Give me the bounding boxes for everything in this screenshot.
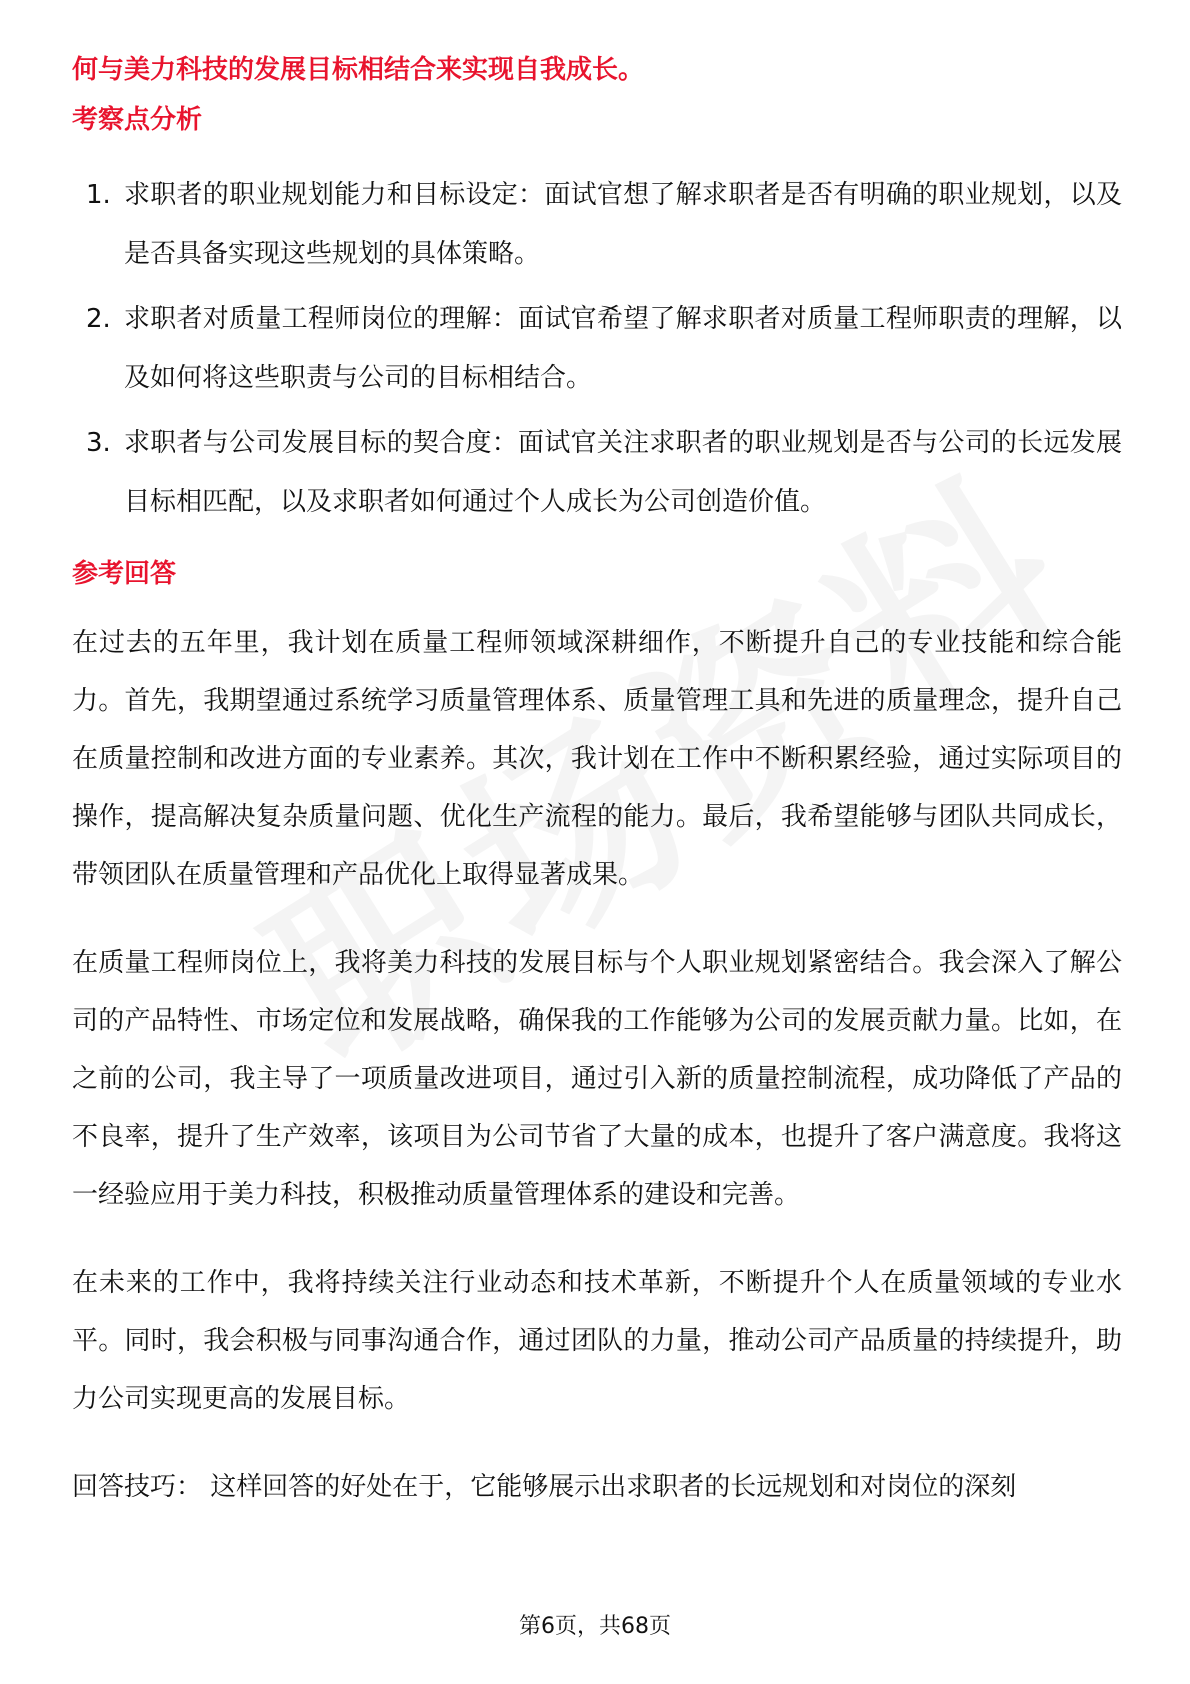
answer-tips-paragraph: 回答技巧： 这样回答的好处在于，它能够展示出求职者的长远规划和对岗位的深刻 — [72, 1472, 1017, 1502]
page-number-footer: 第6页，共68页 — [519, 1614, 671, 1639]
list-item-text: 求职者的职业规划能力和目标设定：面试官想了解求职者是否有明确的职业规划，以及是否具备实现这些规划的具体策略。 — [124, 180, 1122, 269]
section-title-reference-answer: 参考回答 — [72, 559, 177, 589]
list-item — [72, 166, 1122, 284]
list-item — [72, 290, 1122, 408]
analysis-list — [72, 166, 1122, 532]
section-title-analysis: 考察点分析 — [72, 105, 203, 135]
list-item-number: 1. — [86, 180, 111, 210]
list-item-text: 求职者与公司发展目标的契合度：面试官关注求职者的职业规划是否与公司的长远发展目标相匹配，以及求职者如何通过个人成长为公司创造价值。 — [124, 428, 1122, 517]
answer-paragraph: 在质量工程师岗位上，我将美力科技的发展目标与个人职业规划紧密结合。我会深入了解公司的产品特性、市场定位和发展战略，确保我的工作能够为公司的发展贡献力量。比如，在之前的公司，我主导了一项质量改进项目，通过引入新的质量控制流程，成功降低了产品的不良率，提升了生产效率，该项目为公司节省了大量的成本，也提升了客户满意度。我将这一经验应用于美力科技，积极推动质量管理体系的建设和完善。 — [72, 948, 1122, 1210]
list-item-number: 2. — [86, 304, 111, 334]
list-item — [72, 414, 1122, 532]
answer-paragraph: 在过去的五年里，我计划在质量工程师领域深耕细作，不断提升自己的专业技能和综合能力。首先，我期望通过系统学习质量管理体系、质量管理工具和先进的质量理念，提升自己在质量控制和改进方面的专业素养。其次，我计划在工作中不断积累经验，通过实际项目的操作，提高解决复杂质量问题、优化生产流程的能力。最后，我希望能够与团队共同成长，带领团队在质量管理和产品优化上取得显著成果。 — [72, 628, 1122, 890]
list-item-number: 3. — [86, 428, 111, 458]
page-content — [72, 48, 1122, 1516]
list-item-text: 求职者对质量工程师岗位的理解：面试官希望了解求职者对质量工程师职责的理解，以及如何将这些职责与公司的目标相结合。 — [124, 304, 1122, 393]
intro-line: 何与美力科技的发展目标相结合来实现自我成长。 — [72, 55, 645, 85]
answer-paragraph: 在未来的工作中，我将持续关注行业动态和技术革新，不断提升个人在质量领域的专业水平。同时，我会积极与同事沟通合作，通过团队的力量，推动公司产品质量的持续提升，助力公司实现更高的发展目标。 — [72, 1268, 1122, 1414]
